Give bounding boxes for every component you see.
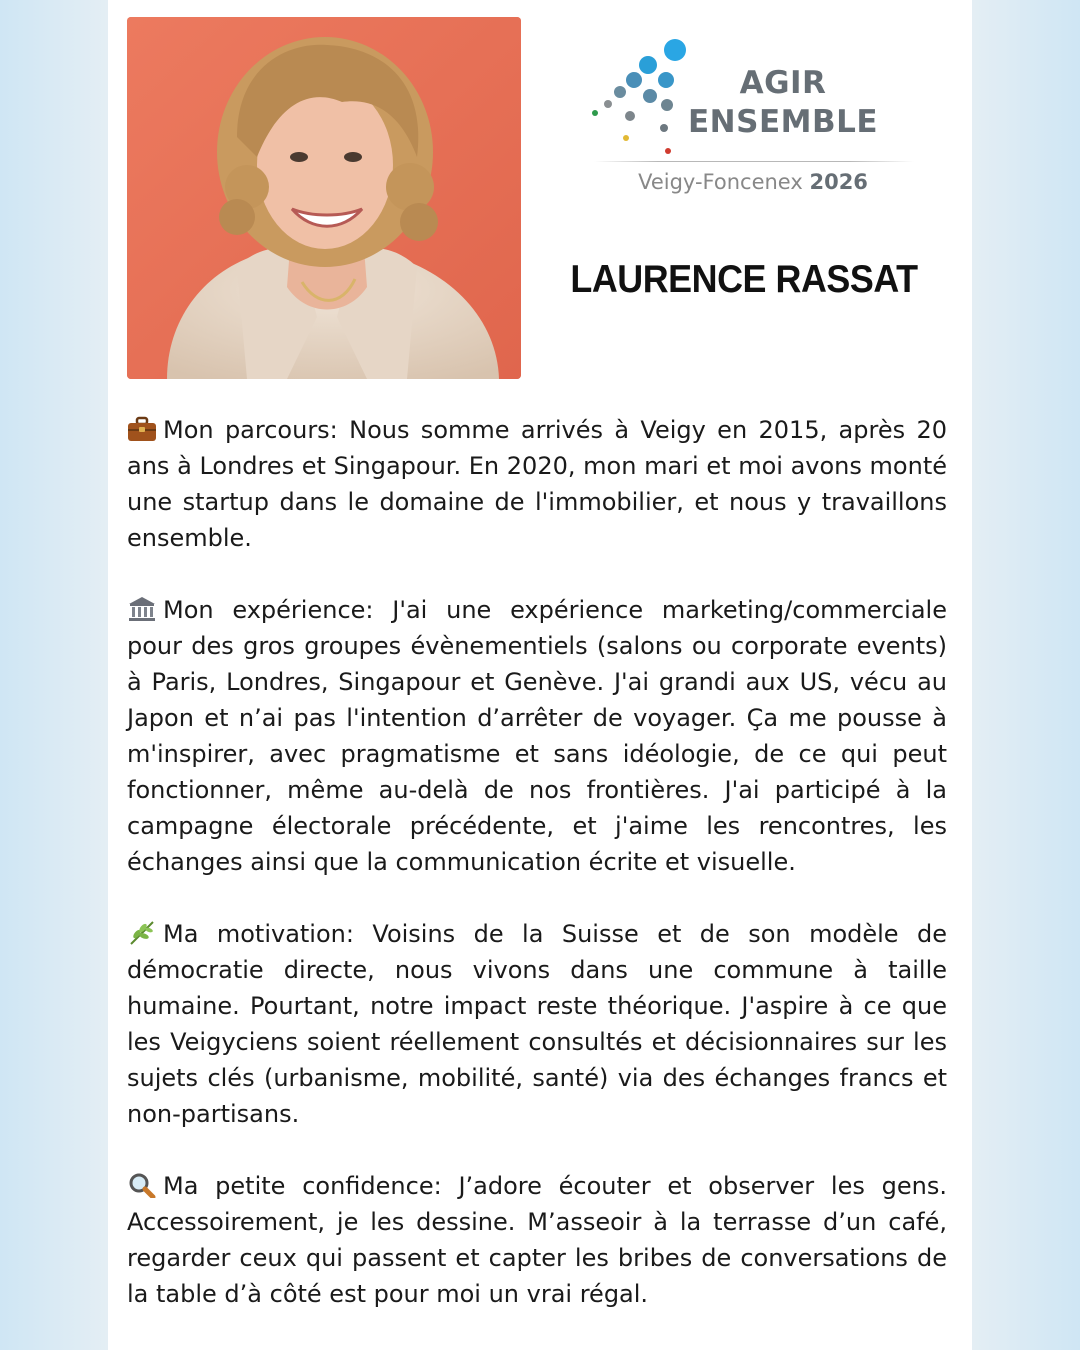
- dots-logo-icon: [588, 30, 698, 160]
- logo-divider: [594, 161, 914, 162]
- section-parcours: [127, 412, 947, 556]
- section-text: Ma petite confidence: J’adore écouter et observer les gens. Accessoirement, je les dessine. M’asseoir à la terrasse d’un café, regarder ceux qui passent et capter les bribes de conversations de la table d’à côté est pour moi un vrai régal.: [127, 1172, 947, 1308]
- profile-card: [108, 0, 972, 1350]
- section-text: Ma motivation: Voisins de la Suisse et de son modèle de démocratie directe, nous vivons dans une commune à taille humaine. Pourtant, notre impact reste théorique. J'aspire à ce que les Veigyciens soient réellement consultés et décisionnaires sur les sujets clés (urbanisme, mobilité, santé) via des échanges francs et non-partisans.: [127, 920, 947, 1128]
- bio-content: [127, 412, 947, 1348]
- logo-title-line2: ENSEMBLE: [688, 104, 879, 140]
- section-text: Mon parcours: Nous somme arrivés à Veigy en 2015, après 20 ans à Londres et Singapour. En 2020, mon mari et moi avons monté une startup dans le domaine de l'immobilier, et nous y travaillons ensemble.: [127, 416, 947, 552]
- section-motivation: [127, 916, 947, 1132]
- section-text: Mon expérience: J'ai une expérience marketing/commerciale pour des gros groupes évènementiels (salons ou corporate events) à Paris, Londres, Singapour et Genève. J'ai grandi aux US, vécu au Japon et n’ai pas l'intention d’arrêter de voyager. Ça me pousse à m'inspirer, avec pragmatisme et sans idéologie, de ce qui peut fonctionner, même au-delà de nos frontières. J'ai participé à la campagne électorale précédente, et j'aime les rencontres, les échanges ainsi que la communication écrite et visuelle.: [127, 596, 947, 876]
- magnifying-glass-icon: [127, 1172, 157, 1198]
- herb-icon: [127, 920, 157, 946]
- logo-year: 2026: [809, 170, 868, 194]
- classical-building-icon: [127, 596, 157, 622]
- logo-title: [688, 64, 878, 142]
- logo-subtitle: [588, 170, 918, 194]
- portrait-photo: [127, 17, 521, 379]
- logo-place: Veigy-Foncenex: [638, 170, 803, 194]
- section-confidence: [127, 1168, 947, 1312]
- briefcase-icon: [127, 416, 157, 442]
- agir-ensemble-logo: [588, 30, 918, 210]
- candidate-name: LAURENCE RASSAT: [570, 258, 918, 301]
- section-experience: [127, 592, 947, 880]
- logo-title-line1: AGIR: [739, 65, 827, 101]
